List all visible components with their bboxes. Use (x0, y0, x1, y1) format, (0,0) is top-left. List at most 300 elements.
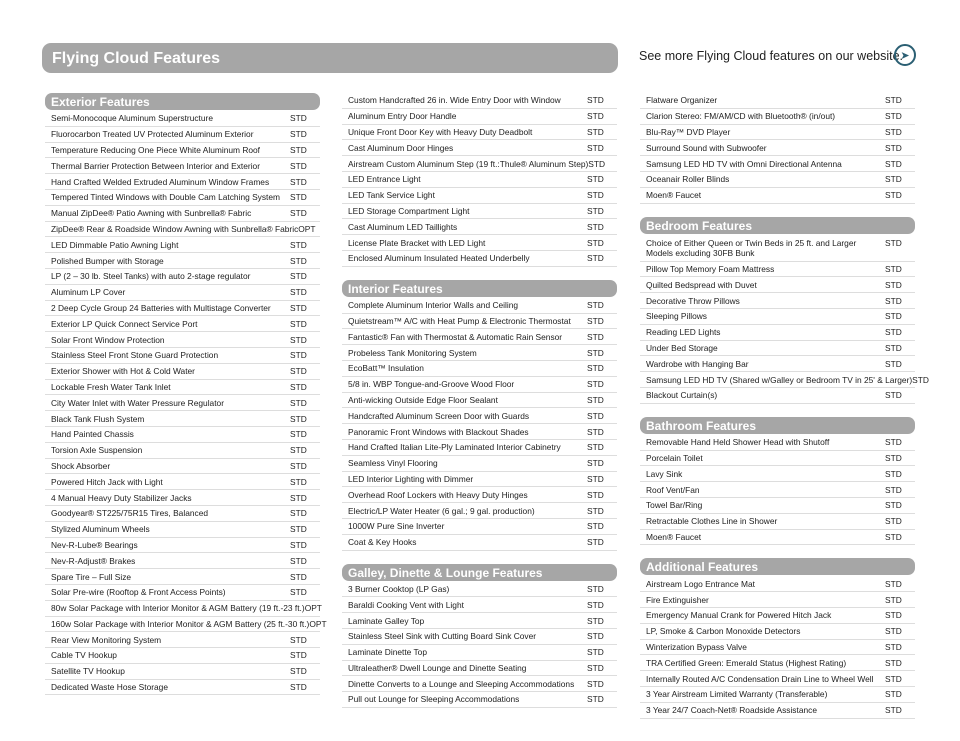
feature-status: STD (290, 350, 307, 361)
feature-row (45, 222, 320, 238)
feature-row (342, 503, 617, 519)
feature-row (45, 395, 320, 411)
feature-status: STD (885, 279, 902, 290)
feature-status: STD (290, 508, 307, 519)
feature-name: Hand Crafted Welded Extruded Aluminum Window Frames (51, 176, 270, 187)
feature-row (640, 188, 915, 204)
feature-name: Powered Hitch Jack with Light (51, 476, 163, 487)
feature-name: Dedicated Waste Hose Storage (51, 682, 168, 693)
feature-row (45, 680, 320, 696)
feature-row (45, 411, 320, 427)
feature-name: Solar Pre-wire (Rooftop & Front Access Points) (51, 587, 226, 598)
feature-row (342, 235, 617, 251)
feature-row (342, 156, 617, 172)
feature-row (45, 601, 320, 617)
feature-name: 80w Solar Package with Interior Monitor & AGM Battery (19 ft.-23 ft.) (51, 603, 305, 614)
feature-status: STD (885, 111, 902, 122)
feature-name: Fantastic® Fan with Thermostat & Automatic Rain Sensor (348, 331, 563, 342)
feature-row (45, 664, 320, 680)
feature-row (640, 640, 915, 656)
feature-row (45, 174, 320, 190)
feature-status: STD (587, 331, 604, 342)
feature-row (640, 325, 915, 341)
feature-name: Quietstream™ A/C with Heat Pump & Electronic Thermostat (348, 315, 571, 326)
feature-row (45, 459, 320, 475)
feature-row (640, 576, 915, 592)
feature-status: STD (290, 650, 307, 661)
feature-row (640, 608, 915, 624)
feature-name: Laminate Dinette Top (348, 647, 427, 658)
feature-status: STD (290, 318, 307, 329)
feature-status: STD (290, 492, 307, 503)
feature-row (342, 125, 617, 141)
feature-row (342, 314, 617, 330)
feature-row (342, 251, 617, 267)
feature-status: STD (290, 255, 307, 266)
page-title: Flying Cloud Features (42, 43, 618, 73)
feature-row (640, 125, 915, 141)
feature-row (640, 655, 915, 671)
feature-row (342, 140, 617, 156)
feature-name: Quilted Bedspread with Duvet (646, 279, 757, 290)
feature-status: STD (885, 689, 902, 700)
feature-status: STD (587, 662, 604, 673)
feature-name: Baraldi Cooking Vent with Light (348, 599, 464, 610)
feature-row (342, 440, 617, 456)
feature-row (640, 530, 915, 546)
feature-row (342, 393, 617, 409)
feature-name: Shock Absorber (51, 460, 111, 471)
feature-name: EcoBatt™ Insulation (348, 363, 424, 374)
feature-status: STD (587, 95, 604, 106)
feature-row (640, 262, 915, 278)
feature-row (640, 156, 915, 172)
feature-name: Surround Sound with Subwoofer (646, 142, 767, 153)
feature-status: OPT (309, 618, 327, 629)
feature-row (640, 109, 915, 125)
feature-status: STD (885, 174, 902, 185)
feature-name: Blackout Curtain(s) (646, 390, 718, 401)
feature-status: STD (885, 95, 902, 106)
feature-name: Fluorocarbon Treated UV Protected Aluminum Exterior (51, 129, 254, 140)
feature-name: Handcrafted Aluminum Screen Door with Guards (348, 410, 530, 421)
feature-status: STD (587, 300, 604, 311)
feature-name: LP (2 – 30 lb. Steel Tanks) with auto 2-stage regulator (51, 271, 251, 282)
feature-row (640, 451, 915, 467)
feature-row (342, 472, 617, 488)
feature-name: Thermal Barrier Protection Between Interior and Exterior (51, 160, 260, 171)
feature-name: 2 Deep Cycle Group 24 Batteries with Multistage Converter (51, 302, 271, 313)
feature-status: STD (587, 379, 604, 390)
feature-row (45, 648, 320, 664)
feature-name: City Water Inlet with Water Pressure Regulator (51, 397, 224, 408)
feature-name: 5/8 in. WBP Tongue-and-Groove Wood Floor (348, 379, 515, 390)
feature-status: STD (885, 610, 902, 621)
feature-status: STD (885, 531, 902, 542)
feature-row (342, 597, 617, 613)
feature-name: Wardrobe with Hanging Bar (646, 358, 749, 369)
feature-status: STD (885, 358, 902, 369)
feature-name: Internally Routed A/C Condensation Drain Line to Wheel Well (646, 673, 874, 684)
feature-name: 3 Year Airstream Limited Warranty (Transferable) (646, 689, 828, 700)
feature-status: STD (885, 673, 902, 684)
feature-name: Retractable Clothes Line in Shower (646, 516, 778, 527)
feature-name: Black Tank Flush System (51, 413, 145, 424)
feature-row (45, 316, 320, 332)
feature-row (640, 172, 915, 188)
feature-row (342, 188, 617, 204)
feature-status: STD (885, 158, 902, 169)
column-3 (640, 93, 929, 719)
feature-row (45, 348, 320, 364)
feature-name: Unique Front Door Key with Heavy Duty Deadbolt (348, 126, 533, 137)
feature-status: STD (290, 160, 307, 171)
feature-name: Airstream Custom Aluminum Step (19 ft.:Thule® Aluminum Step) (348, 158, 589, 169)
feature-status: OPT (298, 223, 316, 234)
feature-status: STD (885, 390, 902, 401)
feature-row (342, 424, 617, 440)
feature-status: STD (885, 437, 902, 448)
feature-row (45, 332, 320, 348)
feature-name: Porcelain Toilet (646, 452, 703, 463)
feature-status: STD (290, 397, 307, 408)
feature-row (45, 158, 320, 174)
feature-status: STD (885, 626, 902, 637)
feature-name: Coat & Key Hooks (348, 537, 417, 548)
feature-name: Nev-R-Lube® Bearings (51, 539, 138, 550)
feature-name: Roof Vent/Fan (646, 484, 700, 495)
feature-name: Spare Tire – Full Size (51, 571, 132, 582)
feature-name: Nev-R-Adjust® Brakes (51, 555, 136, 566)
feature-status: STD (885, 657, 902, 668)
feature-row (342, 329, 617, 345)
feature-row (45, 285, 320, 301)
feature-status: STD (885, 237, 902, 248)
feature-row (45, 364, 320, 380)
feature-name: Under Bed Storage (646, 342, 718, 353)
feature-row (640, 309, 915, 325)
feature-status: STD (588, 158, 606, 169)
feature-row (342, 109, 617, 125)
feature-name: Panoramic Front Windows with Blackout Shades (348, 426, 529, 437)
feature-name: Manual ZipDee® Patio Awning with Sunbrella® Fabric (51, 208, 252, 219)
feature-status: STD (587, 647, 604, 658)
feature-name: Seamless Vinyl Flooring (348, 458, 438, 469)
feature-row (342, 629, 617, 645)
feature-name: LP, Smoke & Carbon Monoxide Detectors (646, 626, 801, 637)
feature-name: 4 Manual Heavy Duty Stabilizer Jacks (51, 492, 192, 503)
column-2 (342, 93, 617, 708)
section-header: Bedroom Features (640, 217, 915, 234)
feature-name: Lockable Fresh Water Tank Inlet (51, 381, 171, 392)
feature-row (45, 585, 320, 601)
feature-status: STD (587, 410, 604, 421)
feature-status: STD (290, 682, 307, 693)
feature-status: STD (290, 366, 307, 377)
feature-status: STD (587, 174, 604, 185)
feature-row (640, 703, 915, 719)
feature-row (45, 443, 320, 459)
feature-row (342, 519, 617, 535)
feature-status: STD (290, 634, 307, 645)
feature-row (640, 482, 915, 498)
feature-status: STD (587, 394, 604, 405)
feature-name: Exterior Shower with Hot & Cold Water (51, 366, 195, 377)
feature-status: STD (885, 641, 902, 652)
feature-row (640, 372, 929, 388)
feature-row (640, 514, 915, 530)
feature-name: Probeless Tank Monitoring System (348, 347, 477, 358)
feature-status: STD (290, 176, 307, 187)
feature-row (342, 535, 617, 551)
feature-row (640, 435, 915, 451)
feature-row (45, 522, 320, 538)
feature-status: STD (290, 460, 307, 471)
feature-status: STD (290, 208, 307, 219)
feature-status: STD (885, 578, 902, 589)
feature-status: STD (290, 445, 307, 456)
feature-name: Removable Hand Held Shower Head with Shutoff (646, 437, 830, 448)
feature-row (45, 190, 320, 206)
section-header: Exterior Features (45, 93, 320, 110)
feature-name: Rear View Monitoring System (51, 634, 162, 645)
feature-row (45, 206, 320, 222)
feature-name: Hand Crafted Italian Lite-Ply Laminated Interior Cabinetry (348, 442, 561, 453)
feature-status: STD (587, 458, 604, 469)
feature-status: STD (290, 587, 307, 598)
feature-name: Electric/LP Water Heater (6 gal.; 9 gal. production) (348, 505, 535, 516)
feature-row (45, 632, 320, 648)
feature-status: STD (587, 190, 604, 201)
feature-name: TRA Certified Green: Emerald Status (Highest Rating) (646, 657, 847, 668)
feature-status: STD (885, 126, 902, 137)
feature-row (342, 219, 617, 235)
feature-name: License Plate Bracket with LED Light (348, 237, 486, 248)
feature-name: Samsung LED HD TV with Omni Directional Antenna (646, 158, 842, 169)
feature-name: Stainless Steel Front Stone Guard Protection (51, 350, 219, 361)
feature-row (640, 671, 915, 687)
feature-status: STD (885, 263, 902, 274)
feature-status: OPT (304, 603, 322, 614)
feature-status: STD (290, 144, 307, 155)
feature-status: STD (587, 142, 604, 153)
feature-row (45, 506, 320, 522)
feature-name: Enclosed Aluminum Insulated Heated Underbelly (348, 253, 530, 264)
feature-name: Reading LED Lights (646, 327, 721, 338)
feature-row (342, 172, 617, 188)
feature-row (45, 253, 320, 269)
feature-row (45, 111, 320, 127)
feature-name: Polished Bumper with Storage (51, 255, 164, 266)
feature-status: STD (290, 571, 307, 582)
feature-name: 160w Solar Package with Interior Monitor & AGM Battery (25 ft.-30 ft.) (51, 618, 310, 629)
cursor-arrow-icon[interactable]: ➤ (894, 44, 916, 66)
feature-row (640, 293, 915, 309)
feature-row (640, 388, 915, 404)
feature-name: Airstream Logo Entrance Mat (646, 578, 755, 589)
feature-status: STD (885, 190, 902, 201)
feature-name: Stainless Steel Sink with Cutting Board Sink Cover (348, 631, 537, 642)
feature-status: STD (587, 615, 604, 626)
feature-row (640, 277, 915, 293)
feature-name: Ultraleather® Dwell Lounge and Dinette Seating (348, 662, 527, 673)
column-1 (45, 93, 327, 695)
feature-name: Sleeping Pillows (646, 311, 707, 322)
feature-status: STD (290, 129, 307, 140)
feature-status: STD (290, 239, 307, 250)
feature-name: Decorative Throw Pillows (646, 295, 740, 306)
feature-status: STD (587, 347, 604, 358)
feature-row (342, 692, 617, 708)
feature-row (342, 613, 617, 629)
feature-name: Torsion Axle Suspension (51, 445, 143, 456)
feature-row (342, 645, 617, 661)
feature-status: STD (885, 311, 902, 322)
feature-row (45, 269, 320, 285)
feature-status: STD (885, 327, 902, 338)
feature-status: STD (290, 413, 307, 424)
section-header: Additional Features (640, 558, 915, 575)
feature-status: STD (290, 381, 307, 392)
feature-name: Flatware Organizer (646, 95, 718, 106)
feature-row (45, 380, 320, 396)
feature-status: STD (885, 516, 902, 527)
feature-name: Lavy Sink (646, 468, 683, 479)
feature-row (45, 301, 320, 317)
feature-status: STD (587, 253, 604, 264)
feature-row (640, 93, 915, 109)
feature-row (45, 553, 320, 569)
feature-name: LED Entrance Light (348, 174, 421, 185)
feature-row (45, 143, 320, 159)
feature-name: Oceanair Roller Blinds (646, 174, 730, 185)
feature-row (640, 235, 915, 262)
feature-row (342, 661, 617, 677)
feature-name: Pull out Lounge for Sleeping Accommodations (348, 694, 520, 705)
feature-name: Exterior LP Quick Connect Service Port (51, 318, 198, 329)
feature-name: Blu-Ray™ DVD Player (646, 126, 731, 137)
feature-status: STD (587, 363, 604, 374)
feature-row (45, 237, 320, 253)
feature-status: STD (587, 489, 604, 500)
feature-row (640, 624, 915, 640)
feature-status: STD (587, 505, 604, 516)
feature-status: STD (290, 287, 307, 298)
feature-status: STD (587, 442, 604, 453)
feature-row (45, 474, 320, 490)
feature-status: STD (885, 295, 902, 306)
feature-row (45, 538, 320, 554)
feature-status: STD (885, 594, 902, 605)
feature-name: Temperature Reducing One Piece White Aluminum Roof (51, 144, 261, 155)
feature-status: STD (885, 484, 902, 495)
feature-row (640, 356, 915, 372)
feature-row (640, 687, 915, 703)
feature-status: STD (290, 555, 307, 566)
section-header: Galley, Dinette & Lounge Features (342, 564, 617, 581)
feature-name: ZipDee® Rear & Roadside Window Awning with Sunbrella® Fabric (51, 223, 299, 234)
feature-name: 3 Year 24/7 Coach-Net® Roadside Assistance (646, 705, 817, 716)
feature-status: STD (912, 374, 929, 385)
feature-status: STD (885, 500, 902, 511)
feature-name: Choice of Either Queen or Twin Beds in 25 ft. and Larger Models excluding 30FB Bunk (646, 237, 857, 258)
website-link-text[interactable]: See more Flying Cloud features on our website. (639, 49, 904, 63)
feature-name: Fire Extinguisher (646, 594, 709, 605)
feature-name: 3 Burner Cooktop (LP Gas) (348, 583, 450, 594)
feature-name: Samsung LED HD TV (Shared w/Galley or Bedroom TV in 25' & Larger) (646, 374, 913, 385)
feature-status: STD (587, 599, 604, 610)
feature-name: Laminate Galley Top (348, 615, 425, 626)
feature-name: Emergency Manual Crank for Powered Hitch Jack (646, 610, 832, 621)
feature-name: Complete Aluminum Interior Walls and Ceiling (348, 300, 519, 311)
feature-status: STD (290, 113, 307, 124)
feature-name: Moen® Faucet (646, 190, 702, 201)
feature-row (640, 140, 915, 156)
feature-name: Goodyear® ST225/75R15 Tires, Balanced (51, 508, 209, 519)
feature-name: LED Dimmable Patio Awning Light (51, 239, 179, 250)
feature-status: STD (587, 111, 604, 122)
feature-status: STD (290, 476, 307, 487)
feature-name: Cable TV Hookup (51, 650, 117, 661)
feature-status: STD (885, 705, 902, 716)
feature-status: STD (587, 678, 604, 689)
feature-name: Hand Painted Chassis (51, 429, 134, 440)
feature-row (45, 490, 320, 506)
feature-status: STD (587, 315, 604, 326)
section-header: Interior Features (342, 280, 617, 297)
feature-status: STD (587, 126, 604, 137)
feature-name: Aluminum LP Cover (51, 287, 126, 298)
feature-row (45, 427, 320, 443)
feature-name: Dinette Converts to a Lounge and Sleeping Accommodations (348, 678, 575, 689)
feature-row (45, 569, 320, 585)
feature-row (45, 127, 320, 143)
feature-status: STD (885, 142, 902, 153)
feature-status: STD (587, 694, 604, 705)
feature-row (342, 377, 617, 393)
feature-status: STD (290, 429, 307, 440)
feature-name: Tempered Tinted Windows with Double Cam Latching System (51, 192, 281, 203)
feature-row (342, 361, 617, 377)
feature-name: 1000W Pure Sine Inverter (348, 521, 445, 532)
feature-row (342, 676, 617, 692)
feature-name: Clarion Stereo: FM/AM/CD with Bluetooth® (in/out) (646, 111, 836, 122)
feature-status: STD (290, 192, 307, 203)
feature-name: Cast Aluminum LED Taillights (348, 221, 458, 232)
feature-name: Semi-Monocoque Aluminum Superstructure (51, 113, 213, 124)
feature-row (640, 341, 915, 357)
feature-name: Towel Bar/Ring (646, 500, 703, 511)
feature-row (342, 582, 617, 598)
feature-name: Pillow Top Memory Foam Mattress (646, 263, 775, 274)
feature-name: LED Storage Compartment Light (348, 205, 470, 216)
feature-row (45, 617, 327, 633)
feature-status: STD (587, 473, 604, 484)
feature-row (342, 345, 617, 361)
feature-row (342, 408, 617, 424)
feature-name: Custom Handcrafted 26 in. Wide Entry Door with Window (348, 95, 561, 106)
feature-status: STD (290, 524, 307, 535)
feature-name: Aluminum Entry Door Handle (348, 111, 457, 122)
feature-name: Anti-wicking Outside Edge Floor Sealant (348, 394, 498, 405)
feature-row (342, 298, 617, 314)
feature-row (640, 592, 915, 608)
feature-status: STD (885, 342, 902, 353)
feature-row (342, 487, 617, 503)
feature-status: STD (587, 426, 604, 437)
feature-status: STD (885, 468, 902, 479)
feature-status: STD (587, 205, 604, 216)
